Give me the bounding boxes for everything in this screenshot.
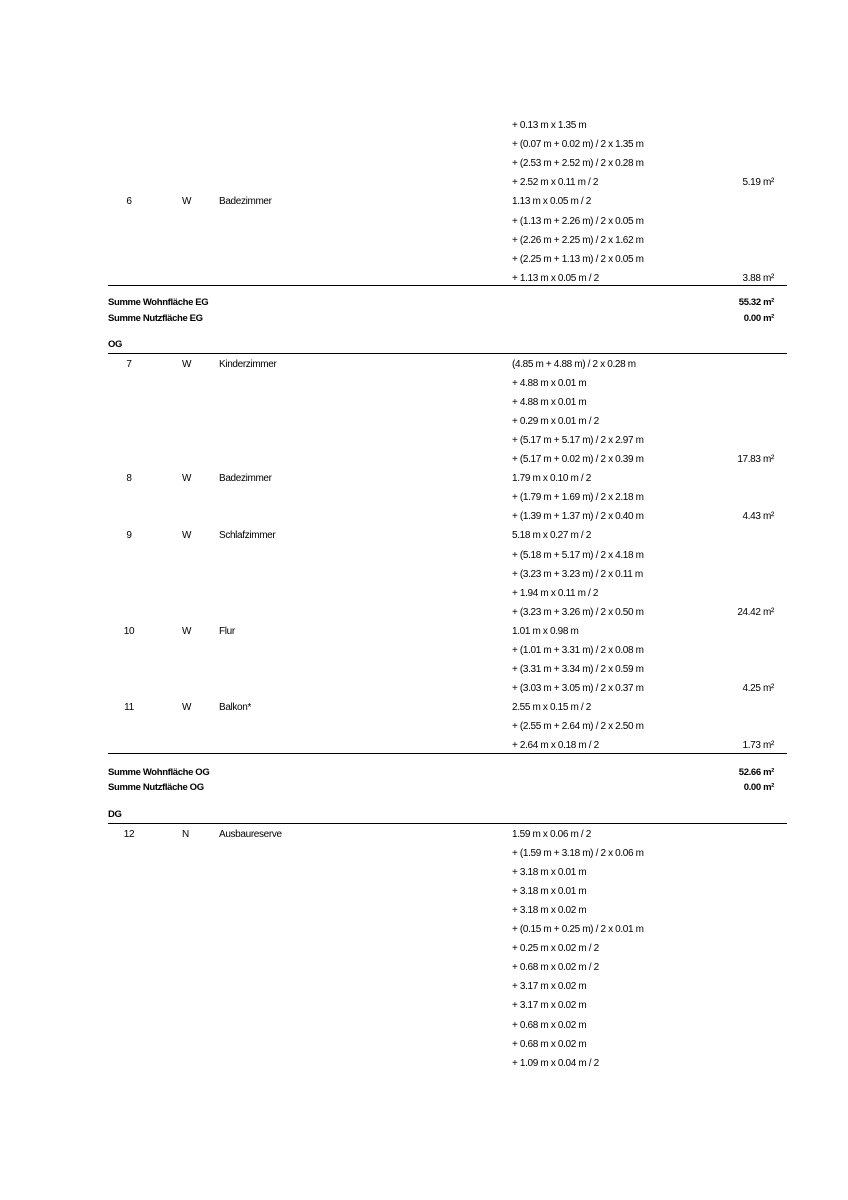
table-row [0, 863, 848, 882]
table-row [0, 393, 848, 412]
table-row [0, 431, 848, 450]
table-row [0, 679, 848, 698]
table-row [0, 882, 848, 901]
room-number: 12 [123, 829, 135, 840]
area-calculation: + (3.03 m + 3.05 m) / 2 x 0.37 m [512, 682, 644, 694]
table-row [0, 717, 848, 736]
table-row [0, 526, 848, 545]
area-calculation: 1.59 m x 0.06 m / 2 [512, 829, 591, 840]
area-calculation: + (5.18 m + 5.17 m) / 2 x 4.18 m [512, 549, 644, 561]
room-number: 11 [124, 701, 134, 713]
table-row [0, 1035, 848, 1054]
og-summary-wohnflaeche [0, 766, 848, 780]
eg-summary-wohnflaeche [0, 296, 848, 310]
og-header-rule [108, 353, 787, 354]
area-calculation: + (2.53 m + 2.52 m) / 2 x 0.28 m [512, 158, 644, 170]
table-row [0, 977, 848, 996]
room-number: 8 [126, 473, 132, 485]
room-number: 10 [123, 625, 135, 637]
area-calculation: + (2.55 m + 2.64 m) / 2 x 2.50 m [512, 720, 644, 732]
og-summary-nutzflaeche [0, 781, 848, 795]
room-number: 6 [126, 196, 132, 208]
summary-value: 0.00 m² [743, 782, 774, 793]
area-calculation: + 4.88 m x 0.01 m [512, 378, 587, 390]
dg-header-rule [108, 823, 787, 824]
area-calculation: 1.13 m x 0.05 m / 2 [512, 196, 591, 208]
area-calculation: 1.01 m x 0.98 m [512, 625, 579, 637]
table-row [0, 488, 848, 507]
area-value: 24.42 m² [737, 606, 774, 618]
area-calculation: + (5.17 m + 5.17 m) / 2 x 2.97 m [512, 435, 644, 447]
area-calculation: + 4.88 m x 0.01 m [512, 397, 587, 409]
room-type: W [182, 530, 192, 542]
area-calculation: + (2.26 m + 2.25 m) / 2 x 1.62 m [512, 234, 644, 246]
room-name: Flur [219, 625, 235, 637]
room-type: N [182, 829, 189, 840]
og-divider [108, 753, 787, 754]
room-name: Balkon* [219, 701, 252, 713]
summary-label: Summe Nutzfläche OG [108, 782, 204, 793]
area-value: 17.83 m² [737, 454, 774, 466]
room-name: Kinderzimmer [219, 359, 277, 370]
summary-value: 52.66 m² [738, 767, 774, 778]
room-type: W [182, 359, 192, 370]
area-value: 4.43 m² [742, 511, 774, 523]
eg-divider [108, 285, 787, 286]
summary-value: 55.32 m² [738, 297, 774, 308]
area-calculation: + (2.25 m + 1.13 m) / 2 x 0.05 m [512, 253, 644, 265]
area-calculation: + 0.29 m x 0.01 m / 2 [512, 416, 599, 428]
table-row [0, 374, 848, 393]
table-row [0, 939, 848, 958]
table-row [0, 660, 848, 679]
area-calculation: + 0.68 m x 0.02 m [512, 1019, 587, 1031]
table-row [0, 622, 848, 641]
area-calculation: + (1.01 m + 3.31 m) / 2 x 0.08 m [512, 644, 644, 656]
table-row [0, 901, 848, 920]
summary-label: Summe Wohnfläche EG [108, 297, 209, 308]
table-row [0, 450, 848, 469]
table-row [0, 958, 848, 977]
table-row [0, 116, 848, 135]
table-row [0, 507, 848, 526]
table-row [0, 603, 848, 622]
area-calculation: + (3.23 m + 3.26 m) / 2 x 0.50 m [512, 606, 644, 618]
area-value: 1.73 m² [742, 740, 774, 751]
area-value: 3.88 m² [742, 272, 774, 284]
table-row [0, 135, 848, 154]
area-calculation: + 1.09 m x 0.04 m / 2 [512, 1057, 599, 1069]
area-calculation: + (0.15 m + 0.25 m) / 2 x 0.01 m [512, 924, 644, 936]
table-row [0, 355, 848, 374]
area-calculation: + (1.39 m + 1.37 m) / 2 x 0.40 m [512, 511, 644, 523]
area-calculation: + 1.94 m x 0.11 m / 2 [512, 587, 599, 599]
summary-label: Summe Wohnfläche OG [108, 767, 210, 778]
table-row [0, 641, 848, 660]
area-calculation: + (3.23 m + 3.23 m) / 2 x 0.11 m [512, 568, 643, 580]
area-calculation: + 0.13 m x 1.35 m [512, 120, 587, 131]
table-row [0, 250, 848, 269]
room-type: W [182, 701, 192, 713]
table-row [0, 469, 848, 488]
area-calculation: + 0.68 m x 0.02 m [512, 1038, 587, 1050]
area-calculation: + 3.18 m x 0.02 m [512, 905, 587, 917]
table-row [0, 584, 848, 603]
table-row [0, 154, 848, 173]
room-name: Badezimmer [219, 196, 272, 208]
area-value: 4.25 m² [742, 682, 774, 694]
table-row [0, 844, 848, 863]
table-row [0, 546, 848, 565]
area-calculation: + (1.79 m + 1.69 m) / 2 x 2.18 m [512, 492, 644, 504]
area-calculation: + (3.31 m + 3.34 m) / 2 x 0.59 m [512, 663, 644, 675]
summary-label: Summe Nutzfläche EG [108, 313, 203, 324]
area-calculation: + 2.52 m x 0.11 m / 2 [512, 177, 599, 189]
eg-summary-nutzflaeche [0, 312, 848, 326]
table-row [0, 1016, 848, 1035]
table-row [0, 565, 848, 584]
area-calculation: + 3.18 m x 0.01 m [512, 867, 587, 879]
table-row [0, 412, 848, 431]
table-row [0, 212, 848, 231]
table-row [0, 173, 848, 192]
area-value: 5.19 m² [742, 177, 774, 189]
table-row [0, 192, 848, 211]
table-row [0, 698, 848, 717]
section-title-og: OG [108, 339, 123, 350]
table-row [0, 996, 848, 1015]
area-calculation: + (1.59 m + 3.18 m) / 2 x 0.06 m [512, 848, 644, 860]
area-calculation: + 3.17 m x 0.02 m [512, 981, 587, 993]
area-calculation: + 0.68 m x 0.02 m / 2 [512, 962, 599, 974]
summary-value: 0.00 m² [743, 313, 774, 324]
area-calculation: + (1.13 m + 2.26 m) / 2 x 0.05 m [512, 215, 644, 227]
area-calculation: 2.55 m x 0.15 m / 2 [512, 701, 591, 713]
room-number: 7 [126, 359, 132, 370]
room-name: Badezimmer [219, 473, 272, 485]
room-name: Schlafzimmer [219, 530, 276, 542]
area-calculation: + 0.25 m x 0.02 m / 2 [512, 943, 599, 955]
area-calculation: + 2.64 m x 0.18 m / 2 [512, 740, 599, 751]
area-calculation: 1.79 m x 0.10 m / 2 [512, 473, 591, 485]
room-name: Ausbaureserve [219, 829, 282, 840]
area-calculation: + 1.13 m x 0.05 m / 2 [512, 272, 599, 284]
area-calculation: (4.85 m + 4.88 m) / 2 x 0.28 m [512, 359, 636, 370]
area-calculation: + 3.18 m x 0.01 m [512, 886, 587, 898]
area-calculation: 5.18 m x 0.27 m / 2 [512, 530, 591, 542]
area-calculation: + (5.17 m + 0.02 m) / 2 x 0.39 m [512, 454, 644, 466]
table-row [0, 825, 848, 844]
room-number: 9 [126, 530, 132, 542]
table-row [0, 1054, 848, 1073]
room-type: W [182, 196, 192, 208]
area-calculation: + (0.07 m + 0.02 m) / 2 x 1.35 m [512, 139, 644, 151]
room-type: W [182, 625, 192, 637]
area-calculation: + 3.17 m x 0.02 m [512, 1000, 587, 1012]
section-title-dg: DG [108, 809, 122, 820]
room-type: W [182, 473, 192, 485]
table-row [0, 231, 848, 250]
table-row [0, 920, 848, 939]
